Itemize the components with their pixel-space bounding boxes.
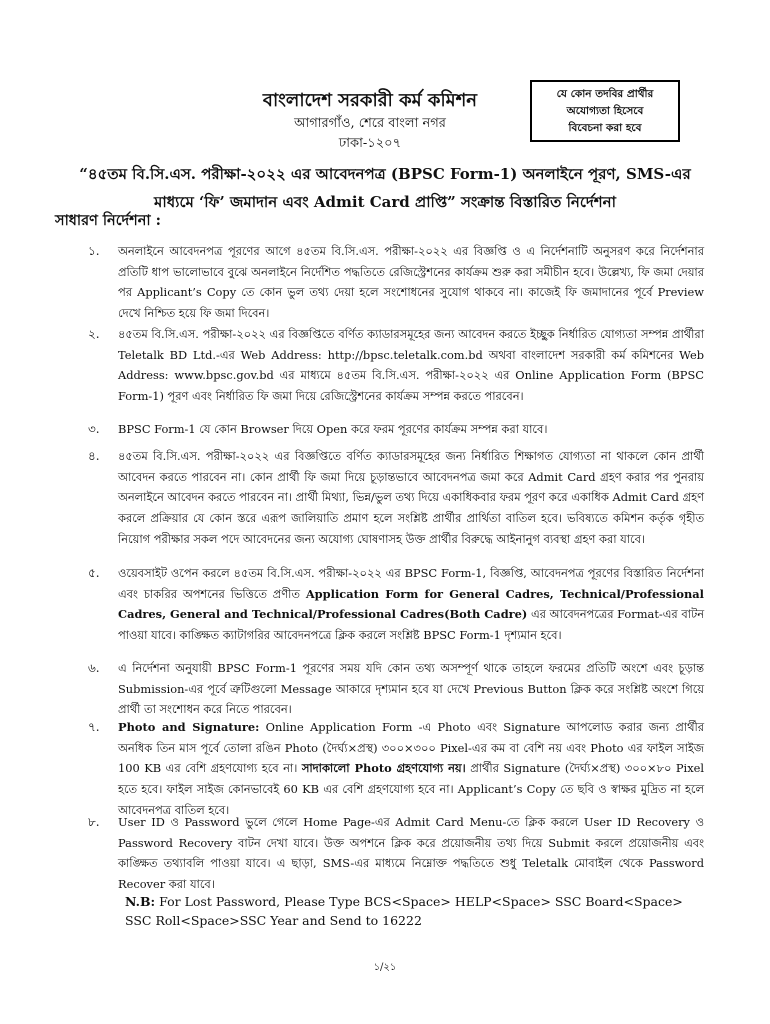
warning-line3: বিবেচনা করা হবে [568, 122, 642, 134]
lobbying-warning-box [530, 80, 680, 142]
item-text-part: ওয়েবসাইট ওপেন করলে ৪৫তম বি.সি.এস. পরীক্ষা-২০২২ এর BPSC Form-1, বিজ্ঞপ্তি, আবেদনপত্র পূরণের বিস্তারিত নির্দেশনা এবং চাকরির অপশনের ভিত্তিতে প্রণীত [118, 566, 704, 601]
page-number: ১/২১ [373, 962, 397, 973]
item-text-part: প্রার্থীর Signature (দৈর্ঘ্য×প্রস্থ) ৩০০×৮০ Pixel হতে হবে। ফাইল সাইজ কোনভাবেই 60 KB এর বেশি গ্রহণযোগ্য হবে না। Applicant’s Copy তে ছবি ও স্বাক্ষর মুদ্রিত না হলে আবেদনপত্র বাতিল হবে। [118, 761, 705, 817]
item-text: BPSC Form-1 যে কোন Browser দিয়ে Open করে ফরম পূরণের কার্যক্রম সম্পন্ন করা যাবে। [118, 422, 548, 436]
item-number: ৬. [88, 661, 100, 675]
warning-line2: অযোগ্যতা হিসেবে [566, 105, 644, 117]
organization-name: বাংলাদেশ সরকারী কর্ম কমিশন [262, 90, 478, 111]
section-heading: সাধারণ নির্দেশনা : [55, 212, 161, 229]
item-number: ৪. [88, 449, 100, 463]
nb-text: For Lost Password, Please Type BCS<Space> HELP<Space> SSC Board<Space> SSC Roll<Space>SSC Year and Send to 16222 [125, 894, 683, 928]
item-text [118, 717, 704, 821]
nb-label: N.B: [125, 894, 156, 909]
bw-photo-warning: সাদাকালো Photo গ্রহণযোগ্য নয়। [301, 761, 466, 776]
letterhead [180, 88, 560, 154]
photo-signature-heading: Photo and Signature: [118, 720, 260, 734]
item-text: ৪৫তম বি.সি.এস. পরীক্ষা-২০২২ এর বিজ্ঞপ্তিতে বর্ণিত ক্যাডারসমূহের জন্য নির্ধারিত শিক্ষাগত যোগ্যতা না থাকলে কোন প্রার্থী আবেদন করতে পারবেন না। কোন প্রার্থী ফি জমা দিয়ে চূড়ান্তভাবে আবেদনপত্র জমা করে Admit Card গ্রহণ করার পর পুনরায় অনলাইনে আবেদন করতে পারবেন না। প্রার্থী মিথ্যা, ভিন্ন/ভুল তথ্য দিয়ে একাধিকবার ফরম পূরণ করে একাধিক Admit Card গ্রহণ করলে প্রক্রিয়ার যে কোন স্তরে এরূপ জালিয়াতি প্রমাণ হলে সংশ্লিষ্ট প্রার্থীর প্রার্থিতা বাতিল হবে। ভবিষ্যতে কমিশন কর্তৃক গৃহীত নিয়োগ পরীক্ষার সকল পদে আবেদনের জন্য অযোগ্য ঘোষণাসহ উক্ত প্রার্থীর বিরুদ্ধে আইনানুগ ব্যবস্থা গ্রহণ করা যাবে। [118, 449, 704, 546]
item-text: এ নির্দেশনা অনুযায়ী BPSC Form-1 পূরণের সময় যদি কোন তথ্য অসম্পূর্ণ থাকে তাহলে ফরমের প্রতিটি অংশে এবং চূড়ান্ত Submission-এর পূর্বে ত্রুটিগুলো Message আকারে দৃশ্যমান হবে যা দেখে Previous Button ক্লিক করে সংশ্লিষ্ট অংশে গিয়ে প্রার্থী তা সংশোধন করে নিতে পারবেন। [118, 661, 704, 717]
item-number: ২. [88, 327, 100, 341]
item-number: ৫. [88, 566, 100, 580]
item-number: ১. [88, 244, 100, 258]
item-text: User ID ও Password ভুলে গেলে Home Page-এর Admit Card Menu-তে ক্লিক করলে User ID Recovery ও Password Recovery বাটন দেখা যাবে। উক্ত অপশনে ক্লিক করে প্রয়োজনীয় তথ্য দিয়ে Submit করলে প্রয়োজনীয় এবং কাঙ্ক্ষিত তথ্যাবলি পাওয়া যাবে। এ ছাড়া, SMS-এর মাধ্যমে নিম্নোক্ত পদ্ধতিতে শুধু Teletalk মোবাইল থেকে Password Recover করা যাবে। [118, 815, 704, 892]
item-text-part: Online Application Form -এ Photo এবং Signature আপলোড করার জন্য প্রার্থীর অনধিক তিন মাস পূর্বে তোলা রঙিন Photo (দৈর্ঘ্য×প্রস্থ) ৩০০×৩০০ Pixel-এর কম বা বেশি নয় এবং Photo এর ফাইল সাইজ 100 KB এর বেশি গ্রহণযোগ্য হবে না। [118, 720, 704, 776]
item-text: অনলাইনে আবেদনপত্র পূরণের আগে ৪৫তম বি.সি.এস. পরীক্ষা-২০২২ এর বিজ্ঞপ্তি ও এ নির্দেশনাটি অনুসরণ করে নির্দেশনার প্রতিটি ধাপ ভালোভাবে বুঝে অনলাইনে নির্দেশিত পদ্ধতিতে রেজিস্ট্রেশনের কার্যক্রম শুরু করা সমীচীন হবে। উল্লেখ্য, ফি জমা দেয়ার পর Applicant’s Copy তে কোন ভুল তথ্য দেয়া হলে সংশোধনের সুযোগ থাকবে না। কাজেই ফি জমাদানের পূর্বে Preview দেখে নিশ্চিত হয়ে ফি জমা দিবেন। [118, 244, 704, 321]
document-title [60, 160, 710, 216]
title-line2: মাধ্যমে ‘ফি’ জমাদান এবং Admit Card প্রাপ্তি” সংক্রান্ত বিস্তারিত নির্দেশনা [154, 193, 616, 211]
item-number: ৩. [88, 422, 100, 436]
nb-note [125, 892, 705, 930]
item-text [118, 563, 704, 646]
organization-address-line2: ঢাকা-১২০৭ [338, 136, 402, 151]
item-number: ৮. [88, 815, 100, 829]
item-number: ৭. [88, 720, 100, 734]
organization-address-line1: আগারগাঁও, শেরে বাংলা নগর [294, 116, 446, 131]
application-form-types: Application Form for General Cadres, Technical/Professional Cadres, General and Technical/Professional Cadres(Both Cadre) [118, 586, 704, 622]
title-line1: “৪৫তম বি.সি.এস. পরীক্ষা-২০২২ এর আবেদনপত্র (BPSC Form-1) অনলাইনে পূরণ, SMS-এর [79, 165, 691, 183]
item-text-part: এর আবেদনপত্রের Format-এর বাটন পাওয়া যাবে। কাঙ্ক্ষিত ক্যাটাগরির আবেদনপত্রে ক্লিক করলে সংশ্লিষ্ট BPSC Form-1 দৃশ্যমান হবে। [118, 607, 704, 643]
item-text: ৪৫তম বি.সি.এস. পরীক্ষা-২০২২ এর বিজ্ঞপ্তিতে বর্ণিত ক্যাডারসমূহের জন্য আবেদন করতে ইচ্ছুক নির্ধারিত যোগ্যতা সম্পন্ন প্রার্থীরা Teletalk BD Ltd.-এর Web Address: http://bpsc.teletalk.com.bd অথবা বাংলাদেশ সরকারী কর্ম কমিশনের Web Address: www.bpsc.gov.bd এর মাধ্যমে ৪৫তম বি.সি.এস. পরীক্ষা-২০২২ এর Online Application Form (BPSC Form-1) পূরণ এবং নির্ধারিত ফি জমা দিয়ে রেজিস্ট্রেশনের কার্যক্রম সম্পন্ন করতে পারবেন। [118, 327, 704, 404]
warning-line1: যে কোন তদবির প্রার্থীর [556, 88, 654, 100]
